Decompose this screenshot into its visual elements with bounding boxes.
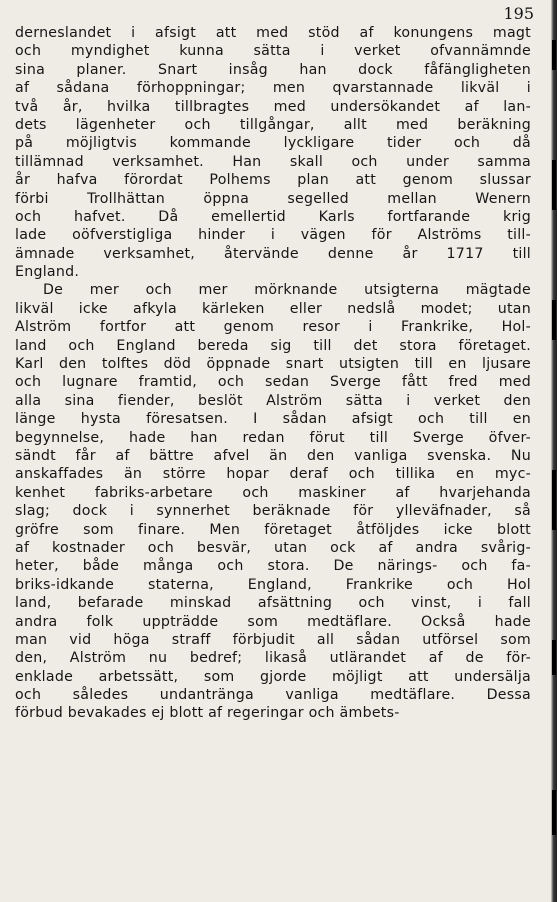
text-line: dets lägenheter och tillgångar, allt med beräkning bbox=[15, 116, 531, 133]
text-line: af kostnader och besvär, utan ock af andra svårig- bbox=[15, 539, 531, 556]
text-line: lade oöfverstigliga hinder i vägen för Alströms till- bbox=[15, 227, 531, 244]
text-line: länge hysta föresatsen. I sådan afsigt och till en bbox=[15, 411, 531, 428]
text-line: sändt får af bättre afvel än den vanliga svenska. Nu bbox=[15, 447, 531, 464]
text-line: tillämnad verksamhet. Han skall och under samma bbox=[15, 153, 531, 170]
text-line: alla sina fiender, beslöt Alström sätta i verket den bbox=[15, 392, 531, 409]
text-line: på möjligtvis kommande lyckligare tider och då bbox=[15, 135, 531, 152]
text-line: af sådana förhoppningar; men qvarstannade likväl i bbox=[15, 80, 531, 97]
edge-mark bbox=[552, 40, 556, 70]
text-line: land och England bereda sig till det stora företaget. bbox=[15, 337, 531, 354]
text-line: man vid höga straff förbjudit all sådan utförsel som bbox=[15, 631, 531, 648]
text-line: förbud bevakades ej blott af regeringar och ämbets- bbox=[15, 705, 400, 722]
body-text bbox=[15, 24, 531, 723]
text-line: och myndighet kunna sätta i verket ofvannämnde bbox=[15, 43, 531, 60]
text-line: den, Alström nu bedref; likaså utlärandet af de för- bbox=[15, 650, 531, 667]
text-line: Karl den tolftes död öppnade snart utsigten till en ljusare bbox=[15, 356, 531, 373]
text-line: andra folk uppträdde som medtäflare. Också hade bbox=[15, 613, 531, 630]
text-line: sina planer. Snart insåg han dock fåfängligheten bbox=[15, 61, 531, 78]
text-line: enklade arbetssätt, som gjorde möjligt att undersälja bbox=[15, 668, 531, 685]
edge-mark bbox=[552, 790, 556, 835]
text-line: De mer och mer mörknande utsigterna mägtade bbox=[43, 282, 531, 299]
edge-mark bbox=[552, 640, 556, 675]
text-line: och lugnare framtid, och sedan Sverge fått fred med bbox=[15, 374, 531, 391]
text-line: förbi Trollhättan öppna segelled mellan Wenern bbox=[15, 190, 531, 207]
text-line: år hafva förordat Polhems plan att genom slussar bbox=[15, 172, 531, 189]
text-line: och således undantränga vanliga medtäflare. Dessa bbox=[15, 687, 531, 704]
text-line: ämnade verksamhet, återvände denne år 1717 till bbox=[15, 245, 531, 262]
text-line: derneslandet i afsigt att med stöd af konungens magt bbox=[15, 25, 531, 41]
text-line: två år, hvilka tillbragtes med undersökandet af lan- bbox=[15, 98, 531, 115]
text-line: Alström fortfor att genom resor i Frankrike, Hol- bbox=[15, 319, 531, 336]
text-line: England. bbox=[15, 264, 80, 281]
text-line: land, befarade minskad afsättning och vinst, i fall bbox=[15, 595, 531, 612]
text-line: likväl icke afkyla kärleken eller nedslå modet; utan bbox=[15, 300, 531, 317]
text-line: heter, både många och stora. De närings- och fa- bbox=[15, 558, 531, 575]
edge-mark bbox=[552, 300, 556, 340]
text-line: gröfre som finare. Men företaget åtföljdes icke blott bbox=[15, 521, 531, 538]
text-line: och hafvet. Då emellertid Karls fortfarande krig bbox=[15, 208, 531, 225]
page-edge-shadow bbox=[551, 0, 557, 902]
text-line: begynnelse, hade han redan förut till Sverge öfver- bbox=[15, 429, 531, 446]
edge-mark bbox=[552, 470, 556, 530]
page-number: 195 bbox=[503, 4, 534, 23]
edge-mark bbox=[552, 160, 556, 210]
text-line: briks-idkande staterna, England, Frankrike och Hol bbox=[15, 576, 531, 593]
text-line: kenhet fabriks-arbetare och maskiner af hvarjehanda bbox=[15, 484, 531, 501]
text-line: slag; dock i synnerhet beräknade för ylleväfnader, så bbox=[15, 503, 531, 520]
text-line: anskaffades än större hopar deraf och tillika en myc- bbox=[15, 466, 531, 483]
